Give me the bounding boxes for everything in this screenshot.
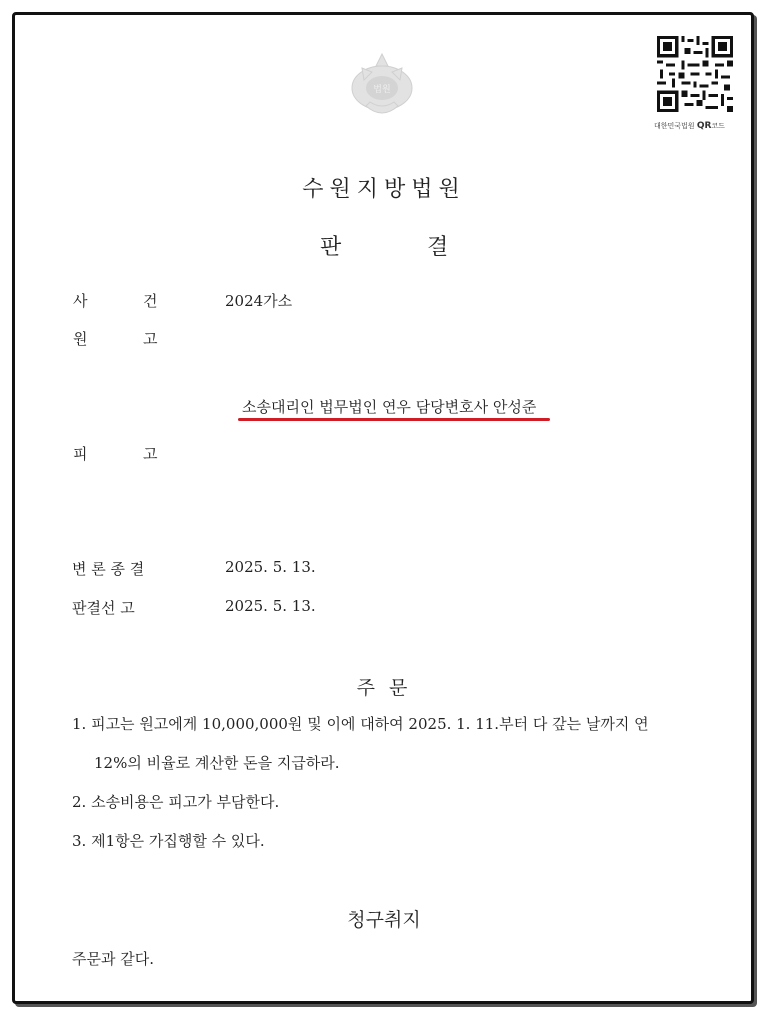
emblem-text: 법원 [373,85,391,95]
case-number: 2024가소 [225,292,293,310]
order-item-1-line-1: 1. 피고는 원고에게 10,000,000원 및 이에 대하여 2025. 1. 11.부터 다 갚는 날까지 연 [72,715,649,733]
order-title: 주 문 [356,677,412,699]
qr-caption: 대한민국법원 QR코드 [654,121,725,131]
red-underline [238,418,550,421]
case-label-char-2: 건 [143,292,158,310]
qr-code-icon[interactable] [657,36,733,112]
verdict-date: 2025. 5. 13. [225,597,316,615]
claim-title: 청구취지 [347,909,421,931]
order-item-1-line-2: 12%의 비율로 계산한 돈을 지급하라. [94,754,340,772]
doc-title-char-1: 판 [320,235,342,260]
document-frame [12,12,754,1004]
closing-date: 2025. 5. 13. [225,558,316,576]
verdict-label: 판결선 고 [72,599,135,617]
plaintiff-label-char-2: 고 [143,330,158,348]
closing-label: 변 론 종 결 [72,560,145,578]
court-name: 수원지방법원 [302,177,466,202]
defendant-label-char-1: 피 [73,445,88,463]
plaintiff-representative: 소송대리인 법무법인 연우 담당변호사 안성준 [242,398,537,416]
claim-text: 주문과 같다. [72,950,154,968]
court-emblem-icon [344,48,420,124]
defendant-label-char-2: 고 [143,445,158,463]
case-label-char-1: 사 [73,292,88,310]
doc-title-char-2: 결 [427,235,449,260]
order-item-2: 2. 소송비용은 피고가 부담한다. [72,793,280,811]
order-item-3: 3. 제1항은 가집행할 수 있다. [72,832,265,850]
plaintiff-label-char-1: 원 [73,330,88,348]
